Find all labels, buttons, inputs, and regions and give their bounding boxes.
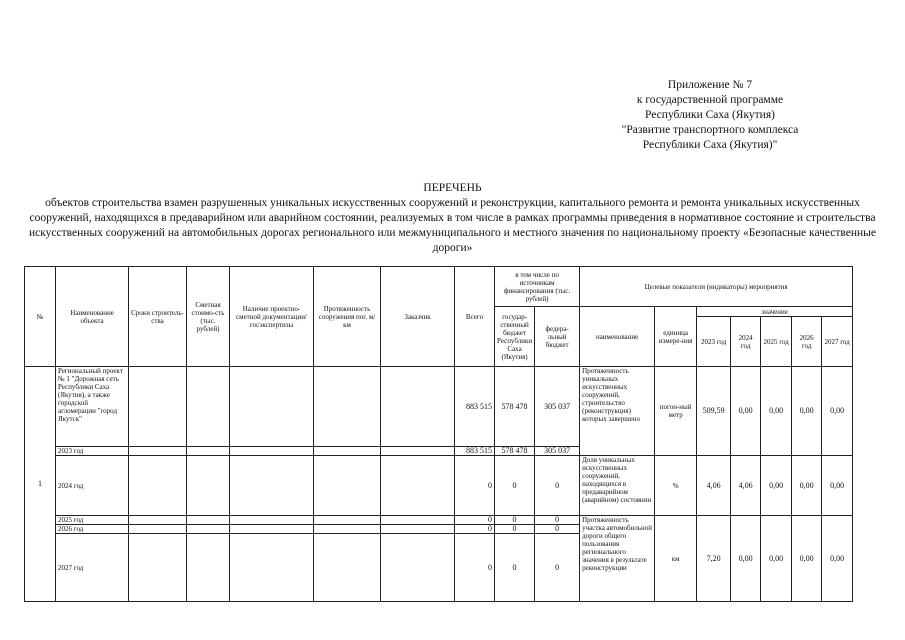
header-customer: Заказчик (381, 267, 455, 367)
header-target-name: наименование (580, 307, 655, 367)
year-total: 0 (455, 456, 495, 516)
header-terms: Сроки строитель-ства (129, 267, 187, 367)
year-state: 0 (495, 456, 535, 516)
document-title (20, 181, 885, 256)
year-federal: 0 (535, 525, 580, 534)
empty-cell (381, 516, 455, 525)
year-label: 2025 год (56, 516, 129, 525)
appendix-line: Республики Саха (Якутия)" (642, 139, 778, 151)
year-label: 2027 год (56, 534, 129, 602)
empty-cell (314, 456, 381, 516)
empty-cell (230, 534, 314, 602)
empty-cell (230, 525, 314, 534)
empty-cell (314, 534, 381, 602)
indicator-name: Протяженность уникальных искусственных сооружений, строительство (реконструкция) которых завершено (580, 367, 655, 456)
empty-cell (381, 447, 455, 456)
indicator-unit: % (655, 456, 697, 516)
project-total: 883 515 (455, 367, 495, 447)
appendix-block (560, 78, 860, 153)
year-label: 2023 год (56, 447, 129, 456)
indicator-value: 0,00 (792, 456, 822, 516)
table-row (25, 367, 853, 447)
indicator-value: 0,00 (792, 367, 822, 456)
indicator-value: 4,06 (731, 456, 761, 516)
empty-cell (129, 456, 187, 516)
indicator-value: 0,00 (731, 516, 761, 602)
header-num: № (25, 267, 56, 367)
empty-cell (129, 516, 187, 525)
empty-cell (129, 525, 187, 534)
objects-table (24, 266, 853, 602)
year-state: 0 (495, 525, 535, 534)
indicator-value: 0,00 (761, 516, 792, 602)
year-total: 0 (455, 534, 495, 602)
header-year: 2025 год (761, 317, 792, 367)
empty-cell (187, 456, 230, 516)
empty-cell (381, 456, 455, 516)
indicator-value: 0,00 (822, 516, 853, 602)
empty-cell (381, 534, 455, 602)
header-year: 2027 год (822, 317, 853, 367)
indicator-name: Доля уникальных искусственных сооружений, находящихся в предаварийном (аварийном) состоянии (580, 456, 655, 516)
year-federal: 0 (535, 456, 580, 516)
indicator-value: 0,00 (822, 367, 853, 456)
empty-cell (187, 367, 230, 447)
project-name: Региональный проект № 1 "Дорожная сеть Республики Саха (Якутия), а также городской агломерации "город Якутск" (56, 367, 129, 447)
header-length: Протяженность сооружения пог. м/км (314, 267, 381, 367)
header-targets: Целевые показатели (индикаторы) мероприятия (580, 267, 853, 307)
appendix-line: "Развитие транспортного комплекса (621, 124, 799, 136)
table-row (25, 516, 853, 525)
year-federal: 305 037 (535, 447, 580, 456)
indicator-value: 0,00 (761, 456, 792, 516)
empty-cell (381, 525, 455, 534)
empty-cell (187, 447, 230, 456)
year-state: 578 478 (495, 447, 535, 456)
empty-cell (230, 367, 314, 447)
header-value: значение (697, 307, 853, 317)
header-unit: единица измере-ния (655, 307, 697, 367)
empty-cell (129, 447, 187, 456)
indicator-value: 509,59 (697, 367, 731, 456)
empty-cell (129, 367, 187, 447)
indicator-name: Протяженность участка автомобильной дороги общего пользования регионального значения в результате реконструкции (580, 516, 655, 602)
empty-cell (230, 447, 314, 456)
year-federal: 0 (535, 534, 580, 602)
indicator-value: 4,06 (697, 456, 731, 516)
project-state: 578 478 (495, 367, 535, 447)
year-federal: 0 (535, 516, 580, 525)
empty-cell (187, 525, 230, 534)
year-label: 2024 год (56, 456, 129, 516)
empty-cell (187, 516, 230, 525)
project-federal: 305 037 (535, 367, 580, 447)
indicator-unit: погон-ный метр (655, 367, 697, 456)
empty-cell (230, 456, 314, 516)
indicator-value: 0,00 (761, 367, 792, 456)
indicator-unit: км (655, 516, 697, 602)
header-federal-budget: федера-льный бюджет (535, 307, 580, 367)
indicator-value: 0,00 (731, 367, 761, 456)
header-cost: Сметная стоимо-сть (тыс. рублей) (187, 267, 230, 367)
empty-cell (187, 534, 230, 602)
year-label: 2026 год (56, 525, 129, 534)
header-year: 2023 год (697, 317, 731, 367)
header-incl: в том числе по источникам финансирования (тыс. рублей) (495, 267, 580, 307)
appendix-line: Республики Саха (Якутия) (645, 109, 775, 121)
group-number: 1 (25, 367, 56, 602)
title-body: объектов строительства взамен разрушенных уникальных искусственных сооружений и реконструкции, капитального ремонта и ремонта уникальных искусственных сооружений, находящихся в предаварийном или аварийном состоянии, реализуемых в том числе в рамках программы приведения в нормативное состояние и строительства искусственных сооружений на автомобильных дорогах регионального или межмуниципального и местного значения по национальному проекту «Безопасные качественные дороги» (28, 197, 877, 254)
year-state: 0 (495, 534, 535, 602)
indicator-value: 0,00 (822, 456, 853, 516)
header-total: Всего (455, 267, 495, 367)
header-year: 2024 год (731, 317, 761, 367)
indicator-value: 7,20 (697, 516, 731, 602)
empty-cell (230, 516, 314, 525)
header-name: Наименование объекта (56, 267, 129, 367)
empty-cell (381, 367, 455, 447)
year-total: 883 515 (455, 447, 495, 456)
table-row (25, 456, 853, 516)
appendix-line: к государственной программе (636, 94, 784, 106)
empty-cell (314, 516, 381, 525)
header-year: 2026 год (792, 317, 822, 367)
year-state: 0 (495, 516, 535, 525)
header-docs: Наличие проектно-сметной документации/ госэкспертизы (230, 267, 314, 367)
title-heading: ПЕРЕЧЕНЬ (423, 182, 482, 194)
empty-cell (314, 447, 381, 456)
empty-cell (314, 525, 381, 534)
empty-cell (314, 367, 381, 447)
indicator-value: 0,00 (792, 516, 822, 602)
appendix-line: Приложение № 7 (667, 79, 753, 91)
header-state-budget: государ-ственный бюджет Республики Саха (Якутия) (495, 307, 535, 367)
year-total: 0 (455, 516, 495, 525)
empty-cell (129, 534, 187, 602)
year-total: 0 (455, 525, 495, 534)
